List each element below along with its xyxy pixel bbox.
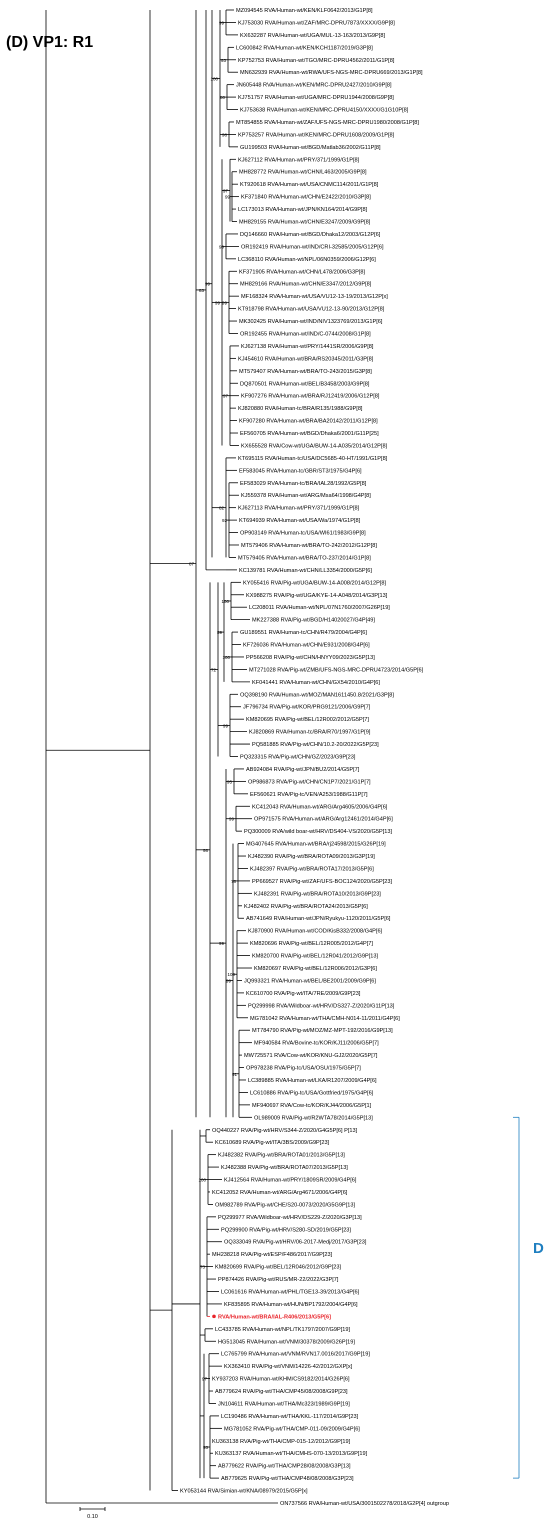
taxon-label: KC139781 RVA/Human-wt/CHN/LL3354/2000/G5P[6]	[239, 567, 372, 574]
bootstrap-label: 100	[227, 972, 235, 978]
taxon-label: KJ482397 RVA/Pig-wt/BRA/ROTA17/2013/G5P[6]	[250, 866, 374, 873]
bootstrap-label: 78	[230, 878, 236, 884]
panel-title: (D) VP1: R1	[6, 34, 94, 51]
taxon-label: OQ440227 RVA/Pig-wt/HRV/S344-Z/2020/G4G5P[6] P[13]	[212, 1127, 358, 1134]
taxon-label: KJ820869 RVA/Human-tc/BRA/R70/1997/G1P[9]	[249, 729, 371, 736]
taxon-label: KT920618 RVA/Human-wt/USA/CNMC114/2011/G1P[8]	[240, 182, 379, 189]
bootstrap-label: 99	[218, 941, 224, 947]
taxon-label: KJ482391 RVA/Pig-wt/BRA/ROTA10/2013/G9P[23]	[254, 891, 381, 898]
taxon-label: KX632287 RVA/Human-wt/UGA/MUL-13-163/2013/G9P[8]	[240, 32, 385, 39]
taxon-label: OP986873 RVA/Pig-wt/CHN/CN1P7/2021/G1P[7]	[248, 779, 371, 786]
taxon-label: JN605448 RVA/Human-wt/KEN/MRC-DPRU2427/2010/G9P[8]	[236, 82, 392, 89]
taxon-label: EF560621 RVA/Pig-tc/VEN/A253/1988/G11P[7]	[250, 791, 368, 798]
taxon-label: KT695115 RVA/Human-tc/USA/DC5685-40-HT/1991/G1P[8]	[238, 455, 388, 462]
taxon-label: EF583029 RVA/Human-tc/BRA/IAL28/1992/G5P[8]	[240, 480, 367, 487]
taxon-label: KJ482382 RVA/Pig-wt/BRA/ROTA01/2013/G5P[13]	[218, 1152, 345, 1159]
taxon-label: KM820700 RVA/Pig-wt/BEL/12R041/2012/G9P[13]	[252, 953, 379, 960]
taxon-label: KJ482388 RVA/Pig-wt/BRA/ROTA07/2013/G5P[13]	[221, 1165, 348, 1172]
taxon-label: KJ627113 RVA/Human-wt/PRY/371/1999/G1P[8]	[238, 505, 360, 512]
taxon-label: LC173013 RVA/Human-wt/JPN/KN164/2014/G9P[8]	[238, 207, 368, 214]
taxon-label: MK227388 RVA/Pig-wt/BGD/H14020027/G4P[49]	[252, 617, 375, 624]
taxon-label: LC190486 RVA/Human-wt/THA/KKL-117/2014/G9P[23]	[221, 1413, 359, 1420]
taxon-label: MT579405 RVA/Human-wt/BRA/TO-237/2014/G1P[8]	[238, 555, 371, 562]
bootstrap-label: 92	[221, 518, 227, 524]
taxon-label: KT918798 RVA/Human-wt/USA/VU12-13-90/2013/G12P[8]	[238, 306, 385, 313]
taxon-label: EF583045 RVA/Human-tc/GBR/ST3/1975/G4P[6]	[239, 468, 362, 475]
taxon-label: MH238218 RVA/Pig-wt/ESP/F486/2017/G9P[23]	[212, 1252, 333, 1259]
taxon-label: KY053144 RVA/Simian-wt/KNA/08979/2015/G5P[x]	[180, 1488, 308, 1495]
bootstrap-label: 98	[221, 132, 227, 138]
taxon-label: JF796734 RVA/Pig-wt/KOR/PRG9121/2006/G9P[7]	[243, 704, 371, 711]
bootstrap-label: 99	[225, 978, 231, 984]
taxon-label: KF041441 RVA/Human-wt/CHN/GX54/2010/G4P[6]	[252, 679, 380, 686]
taxon-label: MN632939 RVA/Human-wt/RWA/UFS-NGS-MRC-DPRU669/2013/G1P[8]	[240, 70, 423, 77]
taxon-label: KJ559378 RVA/Human-wt/ARG/Msa64/1998/G4P[8]	[241, 493, 371, 500]
taxon-label: KJ751757 RVA/Human-wt/UGA/MRC-DPRU1944/2008/G9P[8]	[238, 95, 394, 102]
taxon-label: JQ993321 RVA/Human-wt/BEL/BE2001/2009/G9P[6]	[244, 978, 376, 985]
taxon-label: MG407645 RVA/Human-wt/BRA/rj24598/2015/G26P[19]	[246, 841, 386, 848]
clade-d-label: D	[533, 1240, 544, 1257]
bootstrap-label: 100	[198, 1177, 206, 1183]
taxon-label: KF371905 RVA/Human-wt/CHN/L478/2006/G3P[8]	[239, 269, 366, 276]
taxon-label: KX363410 RVA/Pig-wt/VNM/14226-42/2012/GXP[x]	[224, 1364, 353, 1371]
taxon-label: LC600842 RVA/Human-wt/KEN/KCH1187/2019/G3P[8]	[236, 45, 373, 52]
taxon-label: KJ482402 RVA/Pig-wt/BRA/ROTA24/2013/G5P[6]	[244, 903, 368, 910]
bootstrap-label: 97	[222, 188, 228, 194]
taxon-label: LC765799 RVA/Human-wt/VNM/RVN17.0016/2017/G9P[19]	[221, 1351, 370, 1358]
bootstrap-label: 91	[231, 1071, 237, 1077]
bootstrap-label: 95	[226, 779, 232, 785]
taxon-label: GU199503 RVA/Human-wt/BGD/Matlab36/2002/G11P[8]	[240, 144, 381, 151]
taxon-label: OR192419 RVA/Human-wt/IND/CRI-32585/2005/G12P[6]	[241, 244, 384, 251]
taxon-label: MF940697 RVA/Cow-tc/KOR/KJ44/2006/G5P[1]	[252, 1102, 372, 1109]
taxon-label: KM820696 RVA/Pig-wt/BEL/12R005/2012/G4P[7]	[250, 941, 373, 948]
taxon-label: KJ627112 RVA/Human-wt/PRY/371/1999/G1P[8]	[238, 157, 360, 164]
taxon-label: MH829166 RVA/Human-wt/CHN/E3347/2012/G9P[8]	[240, 281, 372, 288]
taxon-label: KM820695 RVA/Pig-wt/BEL/12R002/2012/G5P[7]	[246, 717, 369, 724]
taxon-label: KP753257 RVA/Human-wt/KEN/MRC-DPRU1608/2009/G1P[8]	[238, 132, 395, 139]
taxon-label: LC389885 RVA/Human-wt/LKA/R1207/2009/G4P[6]	[248, 1077, 377, 1084]
taxon-label: MT579406 RVA/Human-wt/BRA/TO-242/2012/G12P[8]	[241, 542, 377, 549]
bootstrap-label: 99	[218, 244, 224, 250]
taxon-label: MF168324 RVA/Human-wt/USA/VU12-13-19/2013/G12P[x]	[241, 294, 388, 301]
taxon-label: MT271028 RVA/Pig-wt/ZMB/UFS-NGS-MRC-DPRU4723/2014/G5P[6]	[249, 667, 424, 674]
taxon-label: KF835895 RVA/Human-wt/HUN/BP1792/2004/G4P[6]	[224, 1301, 358, 1308]
taxon-label: EF560705 RVA/Human-wt/BGD/Dhaka6/2001/G11P[25]	[240, 431, 379, 438]
taxon-label: MZ094545 RVA/Human-wt/KEN/KLF0642/2013/G1P[8]	[236, 8, 373, 14]
taxon-label: KJ753638 RVA/Human-wt/KEN/MRC-DPRU4150/XXXX/G1G10P[8]	[240, 107, 409, 114]
taxon-label: KJ820880 RVA/Human-tc/BRA/R135/1988/G9P[8]	[238, 406, 363, 413]
taxon-label: MG781042 RVA/Human-wt/THA/CMH-N014-11/2011/G4P[6]	[250, 1015, 400, 1022]
bootstrap-label: 99	[218, 20, 224, 26]
taxon-label: KJ412564 RVA/Human-wt/PRY/1809SR/2009/G4P[6]	[224, 1177, 357, 1184]
scale-bar-label: 0.10	[87, 1514, 98, 1520]
taxon-label: PQ299998 RVA/Wildboar-wt/HRV/DS327-Z/2020/G11P[13]	[248, 1003, 395, 1010]
bootstrap-label: 89	[216, 630, 222, 636]
taxon-label: AB741649 RVA/Human-wt/JPN/Ryukyu-1120/2011/G5P[6]	[246, 916, 391, 923]
taxon-label: KY055416 RVA/Pig-wt/UGA/BUW-14-A008/2014/G12P[8]	[243, 580, 387, 587]
bootstrap-label: 82	[218, 505, 224, 511]
taxon-label: KF907276 RVA/Human-wt/BRA/RJ12419/2006/G12P[8]	[241, 393, 380, 400]
taxon-label: KC412052 RVA/Human-wt/ARG/Arg4671/2006/G4P[6]	[212, 1189, 348, 1196]
bootstrap-label: 80	[219, 95, 225, 101]
taxon-label: JN104611 RVA/Human-wt/THA/Mc323/1989/G9P[19]	[218, 1401, 350, 1408]
taxon-label: KX988275 RVA/Pig-wt/UGA/KYE-14-A048/2014/G3P[13]	[246, 592, 388, 599]
taxon-label: AB779625 RVA/Pig-wt/THA/CMP48/08/2008/G3P[23]	[221, 1476, 354, 1483]
bootstrap-label: 72	[210, 667, 216, 673]
taxon-label: LC061616 RVA/Human-wt/PHL/TGE13-39/2013/G4P[6]	[221, 1289, 360, 1296]
taxon-label: KJ870900 RVA/Human-wt/COD/KisB332/2008/G4P[6]	[248, 928, 383, 935]
taxon-label: MF940584 RVA/Bovine-tc/KOR/KJ11/2006/G5P[7]	[254, 1040, 379, 1047]
taxon-label: KM820697 RVA/Pig-wt/BEL/12R006/2012/G3P[6]	[254, 966, 377, 973]
taxon-label: PQ299900 RVA/Pig-wt/HRV/S280-SD/2019/G5P[23]	[221, 1227, 351, 1234]
taxon-label: OL989009 RVA/Pig-wt/R2WTA78/2014/G5P[13]	[254, 1115, 373, 1122]
bootstrap-label: 99	[204, 281, 210, 287]
taxon-label: PQ581885 RVA/Pig-wt/CHN/10.2-20/2022/G5P[23]	[252, 742, 379, 749]
taxon-label: OQ398190 RVA/Human-wt/MOZ/MAN1611450.8/2021/G3P[8]	[240, 692, 394, 699]
bootstrap-label: 98	[202, 847, 208, 853]
taxon-label: MH829155 RVA/Human-wt/CHN/E3247/2009/G9P[8]	[239, 219, 371, 226]
taxon-label: ON737566 RVA/Human-wt/USA/3001502278/2018/G2P[4] outgroup	[280, 1501, 449, 1507]
taxon-label: KU363138 RVA/Pig-wt/THA/CMP-015-12/2012/G9P[19]	[212, 1438, 351, 1445]
taxon-label: OR192455 RVA/Human-wt/IND/C-0744/2008/G1P[8]	[240, 331, 371, 338]
taxon-label: MH828772 RVA/Human-wt/CHN/L463/2005/G9P[8]	[239, 169, 367, 176]
taxon-label: PP566208 RVA/Pig-wt/CHN/HNYY09/2023/G5P[13]	[246, 654, 375, 661]
bootstrap-label: 99	[214, 300, 220, 306]
taxon-label: OP971575 RVA/Human-wt/ARG/Arg12461/2014/G4P[6]	[254, 816, 393, 823]
bootstrap-label: 87	[188, 561, 194, 567]
taxon-label: KJ753030 RVA/Human-wt/ZAF/MRC-DPRU7873/XXXX/G9P[8]	[238, 20, 395, 27]
bootstrap-label: 99	[224, 194, 230, 200]
taxon-label: AB924084 RVA/Pig-wt/JPN/BU2/2014/G5P[7]	[246, 766, 360, 773]
taxon-label: KT694939 RVA/Human-wt/USA/Wa/1974/G1P[8]	[239, 518, 361, 525]
taxon-label: PP874426 RVA/Pig-wt/RUS/MR-22/2022/G3P[7]	[218, 1277, 339, 1284]
taxon-label: KJ482390 RVA/Pig-wt/BRA/ROTA09/2013/G3P[19]	[248, 854, 375, 861]
highlight-marker-icon	[212, 1315, 216, 1319]
taxon-label: HG513045 RVA/Human-wt/VNM/30378/2009/G26P[19]	[218, 1339, 355, 1346]
taxon-label: LC368110 RVA/Human-wt/NPL/06N0359/2006/G12P[6]	[238, 256, 376, 263]
bootstrap-label: 83	[198, 287, 204, 293]
taxon-label: LC433785 RVA/Human-wt/NPL/TK1797/2007/G9P[19]	[215, 1326, 351, 1333]
bootstrap-label: 100	[221, 598, 229, 604]
bootstrap-label: 99	[222, 723, 228, 729]
taxon-label: KC610700 RVA/Pig-wt/ITA/7RE/2009/G9P[23]	[246, 990, 361, 997]
taxon-label: OM982789 RVA/Pig-wt/CHE/S20-0073/2020/G5G9P[13]	[215, 1202, 356, 1209]
taxon-label: KJ454610 RVA/Human-wt/BRA/RS20345/2011/G3P[8]	[238, 356, 374, 363]
bootstrap-label: 73	[199, 1264, 205, 1270]
taxon-label: KC610689 RVA/Pig-wt/ITA/3BS/2009/G9P[23]	[215, 1140, 330, 1147]
taxon-label: PQ300009 RVA/wild boar-wt/HRV/DS404-VS/2020/G5P[13]	[244, 829, 393, 836]
taxon-label: KU363137 RVA/Human-wt/THA/CMHS-070-13/2013/G9P[19]	[215, 1451, 368, 1458]
taxon-label: PQ299977 RVA/Wildboar-wt/HRV/DS229-Z/2020/G3P[13]	[218, 1214, 362, 1221]
bootstrap-label: 93	[220, 57, 226, 63]
taxon-label: MK302425 RVA/Human-wt/IND/NIV1323769/2013/G1P[6]	[239, 319, 383, 326]
bootstrap-label: 97	[222, 393, 228, 399]
taxon-label: MG781052 RVA/Pig-wt/THA/CMP-011-09/2009/G4P[6]	[224, 1426, 360, 1433]
bootstrap-label: 97	[201, 1376, 207, 1382]
taxon-label: AB779622 RVA/Pig-wt/THA/CMP28/08/2008/G3P[13]	[218, 1463, 351, 1470]
bootstrap-label: 99	[221, 300, 227, 306]
taxon-label: AB779624 RVA/Pig-wt/THA/CMP45/08/2008/G9P[23]	[215, 1389, 348, 1396]
bootstrap-label: 100	[222, 654, 230, 660]
bootstrap-label: 99	[228, 816, 234, 822]
taxon-label: MT854855 RVA/Human-wt/ZAF/UFS-NGS-MRC-DPRU1980/2008/G1P[8]	[236, 119, 419, 126]
taxon-label: DQ870501 RVA/Human-wt/BEL/B3458/2003/G9P[8]	[240, 381, 370, 388]
taxon-label: KF371840 RVA/Human-wt/CHN/E2422/2010/G3P[8]	[241, 194, 371, 201]
taxon-label: PQ323315 RVA/Pig-wt/CHN/GZ/2023/G9P[23]	[240, 754, 356, 761]
taxon-label: KF726036 RVA/Human-wt/CHN/E931/2008/G4P[6]	[243, 642, 370, 649]
taxon-label: DQ146660 RVA/Human-wt/BGD/Dhaka12/2003/G12P[6]	[240, 231, 381, 238]
taxon-label: LC208011 RVA/Human-wt/NPL/07N1760/2007/G26P[19]	[249, 605, 390, 612]
taxon-label: MW725571 RVA/Cow-wt/KOR/KNU-GJ2/2020/G5P[7]	[244, 1053, 378, 1060]
taxon-label: OQ333049 RVA/Pig-wt/HRV/06-2017-Medj/2017/G3P[23]	[224, 1239, 367, 1246]
taxon-label: KP752753 RVA/Human-wt/TGO/MRC-DPRU4562/2011/G1P[8]	[238, 57, 395, 64]
highlighted-taxon-label: RVA/Human-wt/BRA/IAL-R406/2013/G5P[6]	[218, 1314, 331, 1321]
taxon-label: PP669527 RVA/Pig-wt/ZAF/UFS-BOC124/2020/G5P[23]	[252, 878, 393, 885]
taxon-label: KM820699 RVA/Pig-wt/BEL/12R046/2012/G9P[23]	[215, 1264, 342, 1271]
taxon-label: KC412043 RVA/Human-wt/ARG/Arg4605/2006/G4P[6]	[252, 804, 388, 811]
taxon-label: MT579407 RVA/Human-wt/BRA/TO-243/2015/G3P[8]	[239, 368, 372, 375]
taxon-label: GU189551 RVA/Human-tc/CHN/R479/2004/G4P[6]	[240, 630, 367, 637]
bootstrap-label: 93	[202, 1445, 208, 1451]
taxon-label: OP903149 RVA/Human-tc/USA/WI61/1983/G9P[8]	[240, 530, 366, 537]
taxon-label: KF907280 RVA/Human-wt/BRA/BA20142/2011/G12P[8]	[239, 418, 378, 425]
taxon-label: MT784790 RVA/Pig-wt/MOZ/MZ-MPT-192/2016/G9P[13]	[252, 1028, 393, 1035]
taxon-label: KJ627138 RVA/Human-wt/PRY/1441SR/2006/G9P[8]	[241, 343, 374, 350]
bootstrap-label: 100	[210, 76, 218, 82]
taxon-label: LC610886 RVA/Pig-tc/USA/Gottfried/1975/G4P[6]	[250, 1090, 374, 1097]
taxon-label: KY937203 RVA/Human-wt/KHM/CS9182/2014/G26P[6]	[212, 1376, 350, 1383]
taxon-label: KX655528 RVA/Cow-wt/UGA/BUW-14-A035/2014/G12P[8]	[241, 443, 388, 450]
taxon-label: OP978238 RVA/Pig-tc/USA/OSU/1975/G5P[7]	[246, 1065, 361, 1072]
